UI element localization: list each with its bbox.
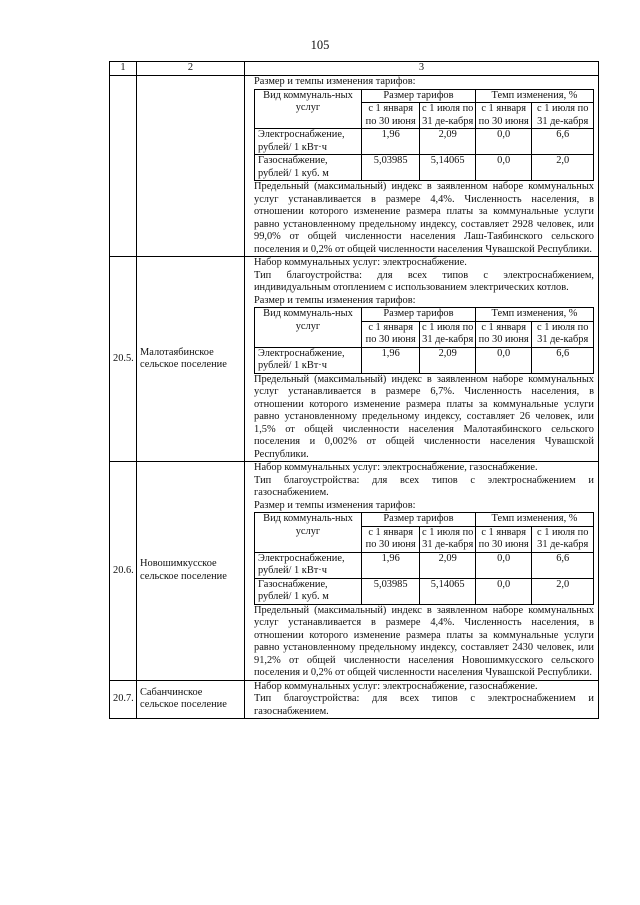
tariff-row	[255, 347, 594, 373]
settlement-name: Малотаябинское сельское поселение	[137, 257, 245, 462]
period-header: с 1 января по 30 июня	[475, 103, 531, 129]
period-header: с 1 июля по 31 де-кабря	[420, 321, 476, 347]
rate-value-h1: 0,0	[475, 129, 531, 155]
main-table	[109, 61, 599, 719]
period-header: с 1 января по 30 июня	[475, 526, 531, 552]
service-header: Вид коммуналь-ных услуг	[255, 308, 362, 348]
rate-value-h2: 6,6	[532, 129, 594, 155]
tariff-value-h2: 2,09	[420, 552, 476, 578]
period-header: с 1 января по 30 июня	[361, 526, 420, 552]
tariff-size-header: Размер тарифов	[361, 308, 475, 322]
rate-value-h1: 0,0	[475, 347, 531, 373]
service-name: Газоснабжение, рублей/ 1 куб. м	[255, 155, 362, 181]
row-number: 20.7.	[110, 680, 137, 719]
settlement-name: Сабанчинское сельское поселение	[137, 680, 245, 719]
row-number	[110, 76, 137, 257]
tariff-value-h1: 5,03985	[361, 155, 420, 181]
tariff-value-h1: 1,96	[361, 129, 420, 155]
rate-value-h2: 2,0	[532, 155, 594, 181]
rate-value-h2: 2,0	[532, 578, 594, 604]
services-set: Набор коммунальных услуг: электроснабжение.	[254, 257, 467, 268]
tariff-value-h1: 1,96	[361, 347, 420, 373]
table-row	[110, 76, 599, 257]
period-header: с 1 июля по 31 де-кабря	[420, 103, 476, 129]
rate-value-h2: 6,6	[532, 552, 594, 578]
column-number-2: 2	[137, 62, 245, 76]
tariff-heading: Размер и темпы изменения тарифов:	[254, 294, 416, 306]
tariff-table	[254, 307, 594, 374]
column-number-1: 1	[110, 62, 137, 76]
period-header: с 1 января по 30 июня	[361, 321, 420, 347]
tariff-header-row	[255, 89, 594, 103]
row-details	[245, 680, 599, 719]
limit-index-note: Предельный (максимальный) индекс в заявленном наборе коммунальных услуг устанавливается в размере 4,4%. Численность населения, в отношении которого изменение размера платы за коммунальные услуги равно установленному предельному индексу, составляет 2430 человек, или 91,2% от общей численности населения Новошимкусского сельского поселения и 0,2% от общей численности населения Чувашской Республики.	[254, 604, 594, 678]
tariff-header-row	[255, 513, 594, 527]
service-name: Электроснабжение, рублей/ 1 кВт·ч	[255, 552, 362, 578]
period-header: с 1 июля по 31 де-кабря	[532, 321, 594, 347]
period-header: с 1 января по 30 июня	[361, 103, 420, 129]
row-details	[245, 462, 599, 681]
row-number: 20.5.	[110, 257, 137, 462]
tariff-value-h2: 5,14065	[420, 578, 476, 604]
rate-change-header: Темп изменения, %	[475, 89, 593, 103]
tariff-value-h1: 1,96	[361, 552, 420, 578]
tariff-header-row	[255, 308, 594, 322]
tariff-value-h1: 5,03985	[361, 578, 420, 604]
tariff-value-h2: 2,09	[420, 347, 476, 373]
column-number-row	[110, 62, 599, 76]
service-header: Вид коммуналь-ных услуг	[255, 513, 362, 553]
column-number-3: 3	[245, 62, 599, 76]
row-details	[245, 76, 599, 257]
settlement-name	[137, 76, 245, 257]
page-number: 105	[310, 38, 330, 52]
settlement-name: Новошимкусское сельское поселение	[137, 462, 245, 681]
period-header: с 1 июля по 31 де-кабря	[532, 526, 594, 552]
tariff-heading: Размер и темпы изменения тарифов:	[254, 499, 416, 511]
tariff-heading: Размер и темпы изменения тарифов:	[254, 76, 416, 87]
table-row	[110, 257, 599, 462]
tariff-row	[255, 129, 594, 155]
limit-index-note: Предельный (максимальный) индекс в заявленном наборе коммунальных услуг устанавливается в размере 6,7%. Численность населения, в отношении которого изменение размера платы за коммунальные услуги равно установленному предельному индексу, составляет 26 человек, или 1,5% от общей численности населения Малотаябинского сельского поселения и 0,002% от общей численности населения Чувашской Республики.	[254, 373, 594, 460]
services-set: Набор коммунальных услуг: электроснабжение, газоснабжение.	[254, 680, 538, 692]
rate-value-h1: 0,0	[475, 155, 531, 181]
tariff-table	[254, 512, 594, 605]
period-header: с 1 января по 30 июня	[475, 321, 531, 347]
improvement-type: Тип благоустройства: для всех типов с электроснабжением, индивидуальным отоплением с использованием электрических котлов.	[254, 269, 594, 293]
improvement-type: Тип благоустройства: для всех типов с электроснабжением и газоснабжением.	[254, 474, 594, 498]
service-name: Газоснабжение, рублей/ 1 куб. м	[255, 578, 362, 604]
tariff-row	[255, 578, 594, 604]
tariff-row	[255, 552, 594, 578]
services-set: Набор коммунальных услуг: электроснабжение, газоснабжение.	[254, 462, 538, 473]
service-header: Вид коммуналь-ных услуг	[255, 89, 362, 129]
service-name: Электроснабжение, рублей/ 1 кВт·ч	[255, 347, 362, 373]
limit-index-note: Предельный (максимальный) индекс в заявленном наборе коммунальных услуг устанавливается в размере 4,4%. Численность населения, в отношении которого изменение размера платы за коммунальные услуги равно установленному предельному индексу, составляет 2928 человек, или 99,0% от общей численности населения Лаш-Таябинского сельского поселения и 0,2% от общей численности населения Чувашской Республики.	[254, 181, 594, 255]
table-row	[110, 680, 599, 719]
tariff-row	[255, 155, 594, 181]
period-header: с 1 июля по 31 де-кабря	[420, 526, 476, 552]
row-number: 20.6.	[110, 462, 137, 681]
tariff-size-header: Размер тарифов	[361, 513, 475, 527]
tariff-value-h2: 2,09	[420, 129, 476, 155]
rate-value-h1: 0,0	[475, 552, 531, 578]
period-header: с 1 июля по 31 де-кабря	[532, 103, 594, 129]
tariff-table	[254, 89, 594, 182]
tariff-value-h2: 5,14065	[420, 155, 476, 181]
table-row	[110, 462, 599, 681]
service-name: Электроснабжение, рублей/ 1 кВт·ч	[255, 129, 362, 155]
rate-change-header: Темп изменения, %	[475, 513, 593, 527]
rate-value-h1: 0,0	[475, 578, 531, 604]
row-details	[245, 257, 599, 462]
tariff-size-header: Размер тарифов	[361, 89, 475, 103]
rate-change-header: Темп изменения, %	[475, 308, 593, 322]
improvement-type: Тип благоустройства: для всех типов с электроснабжением и газоснабжением.	[254, 693, 594, 717]
rate-value-h2: 6,6	[532, 347, 594, 373]
